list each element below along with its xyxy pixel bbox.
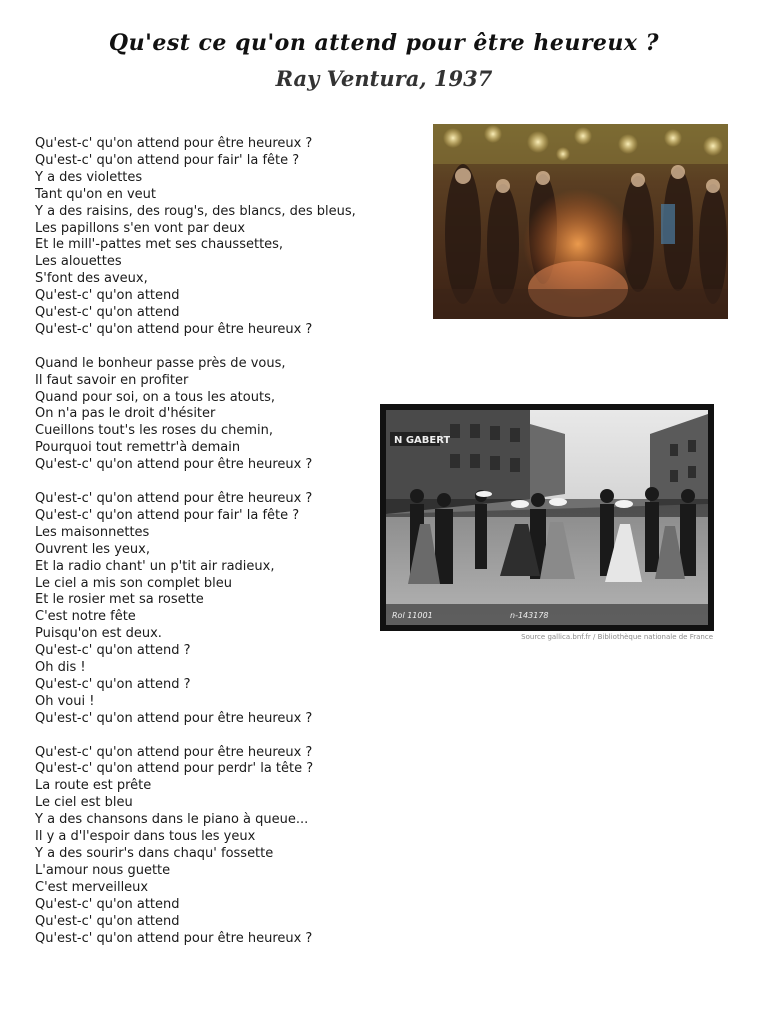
lyric-line: Qu'est-c' qu'on attend pour être heureux ?	[35, 136, 313, 151]
lyric-line: Quand pour soi, on a tous les atouts,	[35, 389, 275, 405]
lyric-line: C'est merveilleux	[35, 879, 149, 895]
lyric-line: Qu'est-c' qu'on attend	[35, 913, 180, 929]
lyric-line: Qu'est-c' qu'on attend pour être heureux ?	[35, 457, 313, 473]
lyric-line: Et le mill'-pattes met ses chaussettes,	[35, 237, 284, 253]
lyric-line: On n'a pas le droit d'hésiter	[35, 406, 216, 422]
lyric-line: Qu'est-c' qu'on attend ?	[35, 676, 191, 692]
lyric-line: Y a des chansons dans le piano à queue...	[35, 812, 309, 828]
lyric-line: Il faut savoir en profiter	[35, 372, 189, 388]
lyrics	[35, 136, 415, 964]
lyric-line: Les papillons s'en vont par deux	[35, 220, 246, 236]
photo-credit: Source gallica.bnf.fr / Bibliothèque nationale de France	[521, 633, 713, 641]
lyric-line: Qu'est-c' qu'on attend pour être heureux ?	[35, 710, 313, 726]
lyric-line: Et la radio chant' un p'tit air radieux,	[35, 558, 275, 574]
lyric-line: Oh dis !	[35, 660, 86, 676]
lyric-line: Qu'est-c' qu'on attend pour être heureux ?	[35, 930, 313, 946]
photo-modern-street-dance	[433, 124, 728, 319]
lyric-line: Puisqu'on est deux.	[35, 626, 162, 642]
lyric-line: Le ciel est bleu	[35, 795, 133, 811]
lyric-line: Qu'est-c' qu'on attend ?	[35, 643, 191, 659]
lyric-line: Il y a d'l'espoir dans tous les yeux	[35, 829, 256, 845]
lyric-line: La route est prête	[35, 778, 152, 794]
lyric-line: Qu'est-c' qu'on attend pour fair' la fête ?	[35, 152, 300, 168]
stanza-3	[35, 491, 415, 728]
lyric-line: Pourquoi tout remettr'à demain	[35, 440, 241, 456]
plate-number-left: Rol 11001	[392, 611, 433, 620]
lyric-line: S'font des aveux,	[35, 271, 148, 287]
lyric-line: Y a des violettes	[35, 169, 143, 185]
lyric-line: Qu'est-c' qu'on attend	[35, 896, 180, 912]
lyric-line: L'amour nous guette	[35, 862, 171, 878]
stanza-2	[35, 356, 415, 474]
stanza-4	[35, 745, 415, 948]
song-author-year: Ray Ventura, 1937	[275, 66, 493, 91]
lyric-line: Qu'est-c' qu'on attend pour perdr' la tête ?	[35, 761, 314, 777]
lyric-line: Qu'est-c' qu'on attend	[35, 305, 180, 321]
lyric-line: Tant qu'on en veut	[35, 186, 157, 202]
lyric-line: Qu'est-c' qu'on attend pour fair' la fête ?	[35, 507, 300, 523]
song-title: Qu'est ce qu'on attend pour être heureux ?	[108, 30, 660, 56]
lyric-line: C'est notre fête	[35, 609, 136, 625]
lyric-line: Le ciel a mis son complet bleu	[35, 575, 232, 591]
lyric-line: Qu'est-c' qu'on attend	[35, 288, 180, 304]
lyric-line: Qu'est-c' qu'on attend pour être heureux ?	[35, 491, 313, 506]
lyric-line: Y a des sourir's dans chaqu' fossette	[35, 846, 274, 862]
stanza-1	[35, 136, 415, 339]
plate-number-right: n-143178	[510, 611, 549, 620]
shop-sign-text: N GABERT	[394, 435, 451, 446]
lyric-line: Oh voui !	[35, 693, 95, 709]
lyric-line: Les alouettes	[35, 254, 122, 270]
lyric-line: Y a des raisins, des roug's, des blancs, des bleus,	[35, 203, 356, 219]
lyric-line: Les maisonnettes	[35, 524, 150, 540]
lyric-line: Ouvrent les yeux,	[35, 541, 150, 557]
lyric-line: Et le rosier met sa rosette	[35, 592, 204, 608]
lyric-line: Qu'est-c' qu'on attend pour être heureux ?	[35, 321, 313, 337]
photo-historic-street-dance	[380, 404, 714, 631]
lyric-line: Quand le bonheur passe près de vous,	[35, 355, 286, 371]
lyric-line: Cueillons tout's les roses du chemin,	[35, 423, 273, 439]
lyric-line: Qu'est-c' qu'on attend pour être heureux ?	[35, 744, 313, 760]
